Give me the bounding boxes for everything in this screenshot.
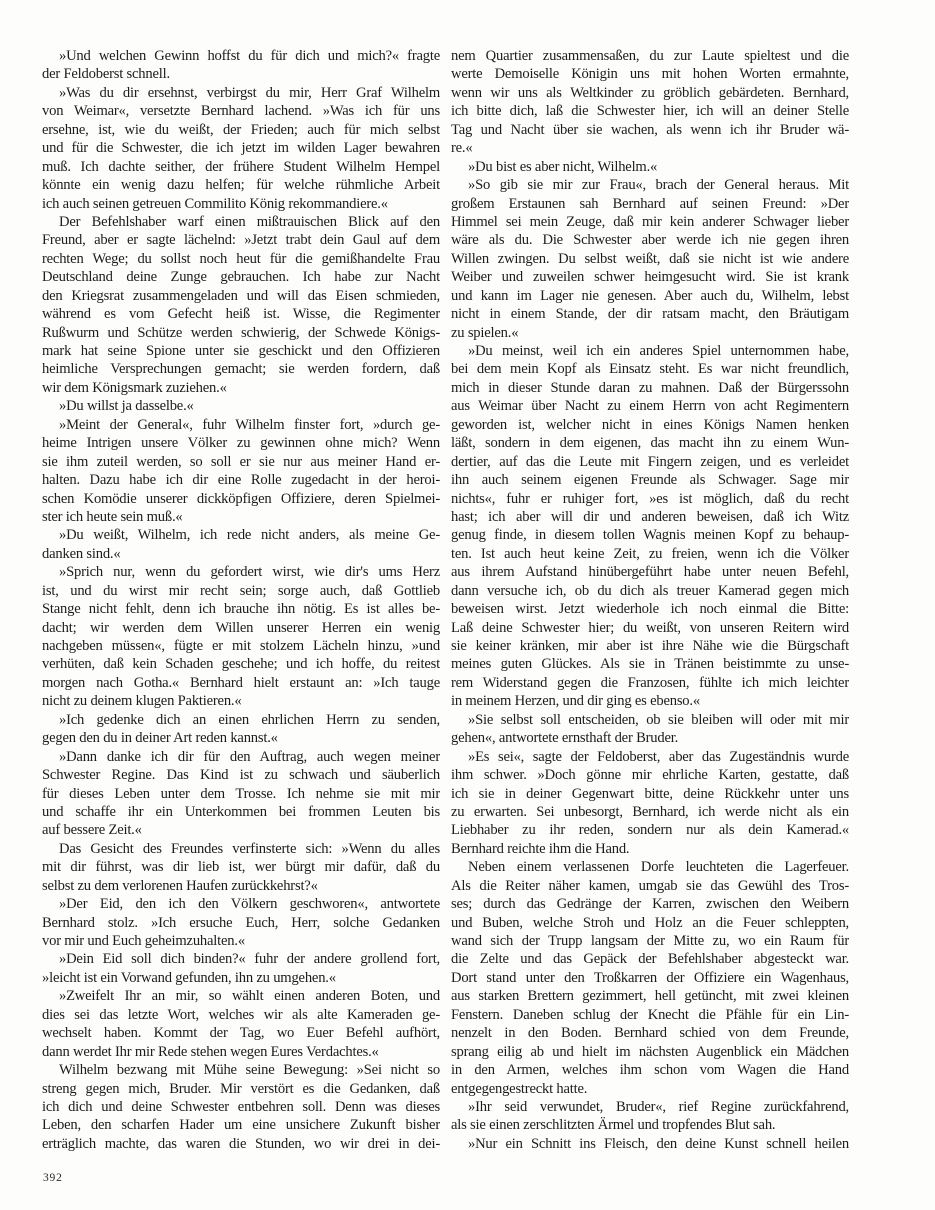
text-line: als sie einen zerschlitzten Ärmel und tropfendes Blut sah. [451, 1117, 776, 1134]
paragraph [451, 158, 849, 176]
text-line: während es vom Gefecht heiß ist. Wisse, die Regimenter [42, 306, 440, 323]
paragraph [42, 840, 440, 895]
text-line: aus starken Brettern gezimmert, hell getüncht, mit zwei kleinen [451, 988, 849, 1005]
text-line: »So gib sie mir zur Frau«, brach der General heraus. Mit [468, 177, 849, 194]
text-line: sie ihm zuteil werden, so soll er sie nur aus meiner Hand er- [42, 453, 440, 470]
text-line: Wilhelm bezwang mit Mühe seine Bewegung: »Sei nicht so [59, 1062, 440, 1079]
text-line: muß. Ich dachte seither, der frühere Student Wilhelm Hempel [42, 158, 440, 175]
text-line: »Sie selbst soll entscheiden, ob sie bleiben will oder mit mir [468, 711, 849, 728]
text-line: wäre als du. Die Schwester aber werde ich nie gegen ihren [451, 232, 849, 249]
paragraph [451, 47, 849, 158]
text-line: ich auch seinen getreuen Commilito König rekommandiere.« [42, 195, 388, 212]
text-line: selbst zu dem verlorenen Haufen zurückkehrst?« [42, 877, 318, 894]
text-line: Der Befehlshaber warf einen mißtrauischen Blick auf den [59, 213, 440, 230]
text-line: »Ich gedenke dich an einen ehrlichen Herrn zu senden, [59, 711, 440, 728]
text-line: aus Weimar über Nacht zu einem Herrn von acht Regimentern [451, 398, 849, 415]
text-line: Das Gesicht des Freundes verfinsterte sich: »Wenn du alles [59, 840, 440, 857]
text-line: ten. Ist auch heut keine Zeit, zu freien, wenn ich die Völker [451, 545, 849, 562]
text-line: ster ich heute sein muß.« [42, 508, 183, 525]
text-line: wechselt haben. Kommt der Tag, wo Euer Befehl aufhört, [42, 1025, 440, 1042]
text-line: »Du meinst, weil ich ein anderes Spiel unternommen habe, [468, 343, 849, 359]
text-line: Schwester Regine. Das Kind ist zu schwach und säuberlich [42, 767, 440, 784]
text-column-left [42, 47, 440, 1153]
paragraph [451, 1098, 849, 1135]
text-line: geworden ist, welcher nicht in eines Königs Namen henken [451, 416, 849, 433]
page-number: 392 [43, 1172, 63, 1184]
paragraph [42, 213, 440, 397]
text-line: morgen nach Gotha.« Bernhard hielt erstaunt an: »Ich tauge [42, 674, 440, 691]
text-line: heimliche Versprechungen gemacht; sie werden fordern, daß [42, 361, 440, 378]
text-line: verhüten, daß kein Schaden geschehe; und ich hoffe, du reitest [42, 656, 440, 673]
text-line: hast; ich aber will dir und anderen beweisen, daß ich Witz [451, 508, 849, 525]
text-line: bei dem mein Kopf als Einsatz steht. Es war nicht freundlich, [451, 361, 849, 378]
text-line: werte Demoiselle Königin uns mit hohen Worten ermahnte, [451, 66, 849, 83]
text-line: Fenstern. Daneben schlug der Knecht die Pfähle für ein Lin- [451, 1006, 849, 1023]
text-line: entgegengestreckt hatte. [451, 1080, 588, 1097]
text-line: mark hat seine Spione unter sie geschickt und den Offizieren [42, 343, 440, 359]
text-line: meines guten Glückes. Als sie in Tränen beistimmte zu unse- [451, 656, 849, 673]
text-line: dann werdet Ihr mir Rede stehen wegen Eures Verdachtes.« [42, 1043, 379, 1060]
text-line: Tag und Nacht über sie wachen, als wenn ich ihr Bruder wä- [451, 121, 849, 138]
text-line: nachgeben müssen«, fügte er mit stolzem Lächeln hinzu, »und [42, 638, 440, 654]
text-line: »Dein Eid soll dich binden?« fuhr der andere grollend fort, [59, 951, 440, 968]
paragraph [42, 1061, 440, 1153]
text-line: »Du bist es aber nicht, Wilhelm.« [468, 158, 658, 175]
text-line: nicht zu deinem klugen Paktieren.« [42, 693, 242, 710]
text-line: aus ihrem Aufstand hinübergeführt habe unter neuen Befehl, [451, 564, 849, 581]
text-line: »Und welchen Gewinn hoffst du für dich und mich?« fragte [59, 48, 440, 64]
text-line: rechten Wege; du sollst noch heut für die gemißhandelte Frau [42, 250, 440, 267]
text-line: dies sei das letzte Wort, welches wir als alte Kameraden ge- [42, 1006, 440, 1023]
text-line: für dieses Leben unter dem Trosse. Ich nehme sie mit mir [42, 785, 440, 802]
text-line: »Es sei«, sagte der Feldoberst, aber das Zugeständnis wurde [468, 748, 849, 765]
text-line: mit dir führst, was dir lieb ist, wer bürgt mir dafür, daß du [42, 859, 440, 876]
text-line: der Feldoberst schnell. [42, 66, 170, 83]
text-line: wand sich der Trupp langsam der Mitte zu, wo ein Raum für [451, 933, 849, 949]
paragraph [42, 397, 440, 415]
paragraph [451, 342, 849, 711]
text-line: »Nur ein Schnitt ins Fleisch, den deine Kunst schnell heilen [468, 1135, 849, 1152]
text-line: Weiber und zuweilen schwer heimgesucht wird. Sie ist krank [451, 269, 849, 286]
text-line: »Zweifelt Ihr an mir, so wählt einen anderen Boten, und [59, 988, 440, 1005]
text-line: wir dem Königsmark zuziehen.« [42, 379, 227, 396]
paragraph [451, 1135, 849, 1153]
text-line: heime Intrigen unsere Völker zu gewinnen ohne mich? Wenn [42, 435, 440, 452]
text-line: gehen«, antwortete ernsthaft der Bruder. [451, 730, 679, 747]
text-line: den Kriegsrat zusammengeladen und will das Eisen schmieden, [42, 287, 440, 304]
text-line: zu erwarten. Sei unbesorgt, Bernhard, ich werde nicht als ein [451, 803, 849, 820]
text-line: und Buben, welche Stroh und Holz an die Feuer schleppten, [451, 914, 849, 931]
text-line: vor mir und Euch geheimzuhalten.« [42, 933, 245, 949]
text-columns [42, 47, 849, 1153]
text-line: ses; durch das Gedränge der Karren, zwischen den Weibern [451, 896, 849, 913]
text-line: dacht; wir werden dem Willen unserer Herren ein wenig [42, 619, 440, 636]
text-line: »Meint der General«, fuhr Wilhelm finster fort, »durch ge- [59, 416, 440, 433]
text-line: nenzelt in den Boden. Bernhard schied von dem Freunde, [451, 1025, 849, 1042]
paragraph [451, 176, 849, 342]
text-line: Himmel sei mein Zeuge, daß mir kein anderer Schwager lieber [451, 213, 849, 230]
text-line: Leben, den scharfen Hader um eine unsichere Zukunft bisher [42, 1117, 440, 1134]
paragraph [42, 748, 440, 840]
text-line: »Du willst ja dasselbe.« [59, 398, 194, 415]
text-line: könnte ein wenig dazu helfen; für welche rühmliche Arbeit [42, 177, 440, 194]
text-line: »Du weißt, Wilhelm, ich rede nicht anders, als meine Ge- [59, 527, 440, 544]
text-line: Bernhard stolz. »Ich ersuche Euch, Herr, solche Gedanken [42, 914, 440, 931]
text-line: ich dich und deine Schwester entbehren soll. Denn was dieses [42, 1098, 440, 1115]
text-line: die Zelte und das Gepäck der Befehlshaber abgesteckt war. [451, 951, 849, 968]
text-line: Rußwurm und Schütze werden schwierig, der Schwede Königs- [42, 324, 440, 341]
text-line: ihn auch seinem eigenen Freunde als Schwager. Sage mir [451, 472, 849, 489]
text-line: streng gegen mich, Bruder. Mir verstört es die Gedanken, daß [42, 1080, 440, 1097]
text-line: Stange nicht fehlt, denn ich brauche ihn nötig. Es ist alles be- [42, 601, 440, 618]
text-line: erträglich machte, das waren die Stunden, wo wir drei in dei- [42, 1135, 440, 1152]
paragraph [42, 416, 440, 527]
text-line: re.« [451, 140, 473, 157]
text-line: großem Erstaunen sah Bernhard auf seinen Freund: »Der [451, 195, 849, 212]
text-line: dertier, auf das die Leute mit Fingern zeigen, und es verleidet [451, 453, 849, 470]
text-line: zu spielen.« [451, 324, 519, 341]
text-line: schen Komödie unserer dickköpfigen Offiziere, deren Spielmei- [42, 490, 440, 507]
text-line: danken sind.« [42, 545, 121, 562]
text-line: sprang eilig ab und hielt im nächsten Augenblick ein Mädchen [451, 1043, 849, 1060]
text-line: halten. Dazu habe ich dir eine Rolle zugedacht in der heroi- [42, 472, 440, 489]
text-line: »Sprich nur, wenn du gefordert wirst, wie dir's ums Herz [59, 564, 440, 581]
text-line: in meinem Herzen, und dir ging es ebenso.« [451, 693, 700, 710]
text-line: »Ihr seid verwundet, Bruder«, rief Regine zurückfahrend, [468, 1098, 849, 1115]
text-line: ihm schwer. »Doch gönne mir ehrliche Karten, gestatte, daß [451, 767, 849, 784]
text-line: läßt, sondern in dem eigenen, das macht ihn zu einem Wun- [451, 435, 849, 452]
text-line: »leicht ist ein Vorwand gefunden, ihn zu umgehen.« [42, 969, 336, 986]
book-page [42, 47, 849, 1153]
text-line: genug finde, in diesem tollen Wagnis meinen Kopf zu behaup- [451, 527, 849, 544]
text-line: beweisen wirst. Jetzt wiederhole ich noch einmal die Bitte: [451, 601, 849, 618]
text-line: Laß deine Schwester hier; du weißt, von unseren Reitern wird [451, 619, 849, 636]
paragraph [42, 950, 440, 987]
text-line: und schaffe ihr ein Unterkommen bei frommen Leuten bis [42, 803, 440, 820]
text-line: rem Widerstand gegen die Franzosen, fühlte ich mich leichter [451, 674, 849, 691]
text-line: und für die Schwester, die ich jetzt im wilden Lager bewahren [42, 140, 440, 157]
text-line: ich sie in deiner Gegenwart bitte, deine Rückkehr unter uns [451, 785, 849, 802]
paragraph [42, 987, 440, 1061]
text-line: »Was du dir ersehnst, verbirgst du mir, Herr Graf Wilhelm [59, 84, 440, 101]
text-line: nem Quartier zusammensaßen, du zur Laute spieltest und die [451, 48, 849, 64]
paragraph [451, 748, 849, 859]
paragraph [42, 84, 440, 213]
text-line: sie keiner kränken, mir aber ist ihre Nähe wie die Bürgschaft [451, 638, 849, 654]
text-line: nichts«, fuhr er ruhiger fort, »es ist möglich, daß du recht [451, 490, 849, 507]
paragraph [42, 47, 440, 84]
paragraph [42, 526, 440, 563]
text-line: ist, und du wirst mir recht sein; sorge auch, daß Gottlieb [42, 582, 440, 599]
text-line: von Weimar«, versetzte Bernhard lachend. »Was ich für uns [42, 103, 440, 120]
text-line: wenn wir uns als Weltkinder zu gröblich gebärdeten. Bernhard, [451, 84, 849, 101]
paragraph [42, 895, 440, 950]
text-line: »Der Eid, den ich den Völkern geschworen«, antwortete [59, 896, 440, 913]
text-line: dann versuche ich, ob du dich als treuer Kamerad gegen mich [451, 582, 849, 599]
text-line: in den Armen, welches ihm schon vom Wagen die Hand [451, 1062, 849, 1079]
text-line: ersehne, ist, wie du weißt, der Frieden; auch für mich selbst [42, 121, 440, 138]
text-line: ich bitte dich, laß die Schwester hier, ich will an deiner Stelle [451, 103, 849, 120]
text-line: und kann im Lager nie genesen. Aber auch du, Wilhelm, lebst [451, 287, 849, 304]
text-line: gegen den du in deiner Art reden kannst.« [42, 730, 278, 747]
text-line: auf bessere Zeit.« [42, 822, 142, 839]
text-line: Neben einem verlassenen Dorfe leuchteten die Lagerfeuer. [468, 859, 849, 876]
text-line: mich in dieser Stunde daran zu mahnen. Daß der Bürgerssohn [451, 379, 849, 396]
paragraph [451, 858, 849, 1098]
text-line: Freund, aber er sagte lächelnd: »Jetzt trabt dein Gaul auf dem [42, 232, 440, 249]
paragraph [42, 711, 440, 748]
text-line: Liebhaber zu ihr reden, sondern nur als dein Kamerad.« [451, 822, 849, 839]
text-line: Willen zwingen. Du selbst weißt, daß sie nicht ist wie andere [451, 250, 849, 267]
paragraph [451, 711, 849, 748]
text-column-right [451, 47, 849, 1153]
text-line: nicht in einem Stande, der dir ratsam macht, den Bräutigam [451, 306, 849, 323]
paragraph [42, 563, 440, 711]
text-line: Als die Reiter näher kamen, umgab sie das Gewühl des Tros- [451, 877, 849, 894]
text-line: »Dann danke ich dir für den Auftrag, auch wegen meiner [59, 748, 440, 765]
text-line: Bernhard reichte ihm die Hand. [451, 840, 630, 857]
text-line: Deutschland deine Zunge gebrauchen. Ich habe zur Nacht [42, 269, 440, 286]
text-line: Dort stand unter den Troßkarren der Offiziere ein Wagenhaus, [451, 969, 849, 986]
